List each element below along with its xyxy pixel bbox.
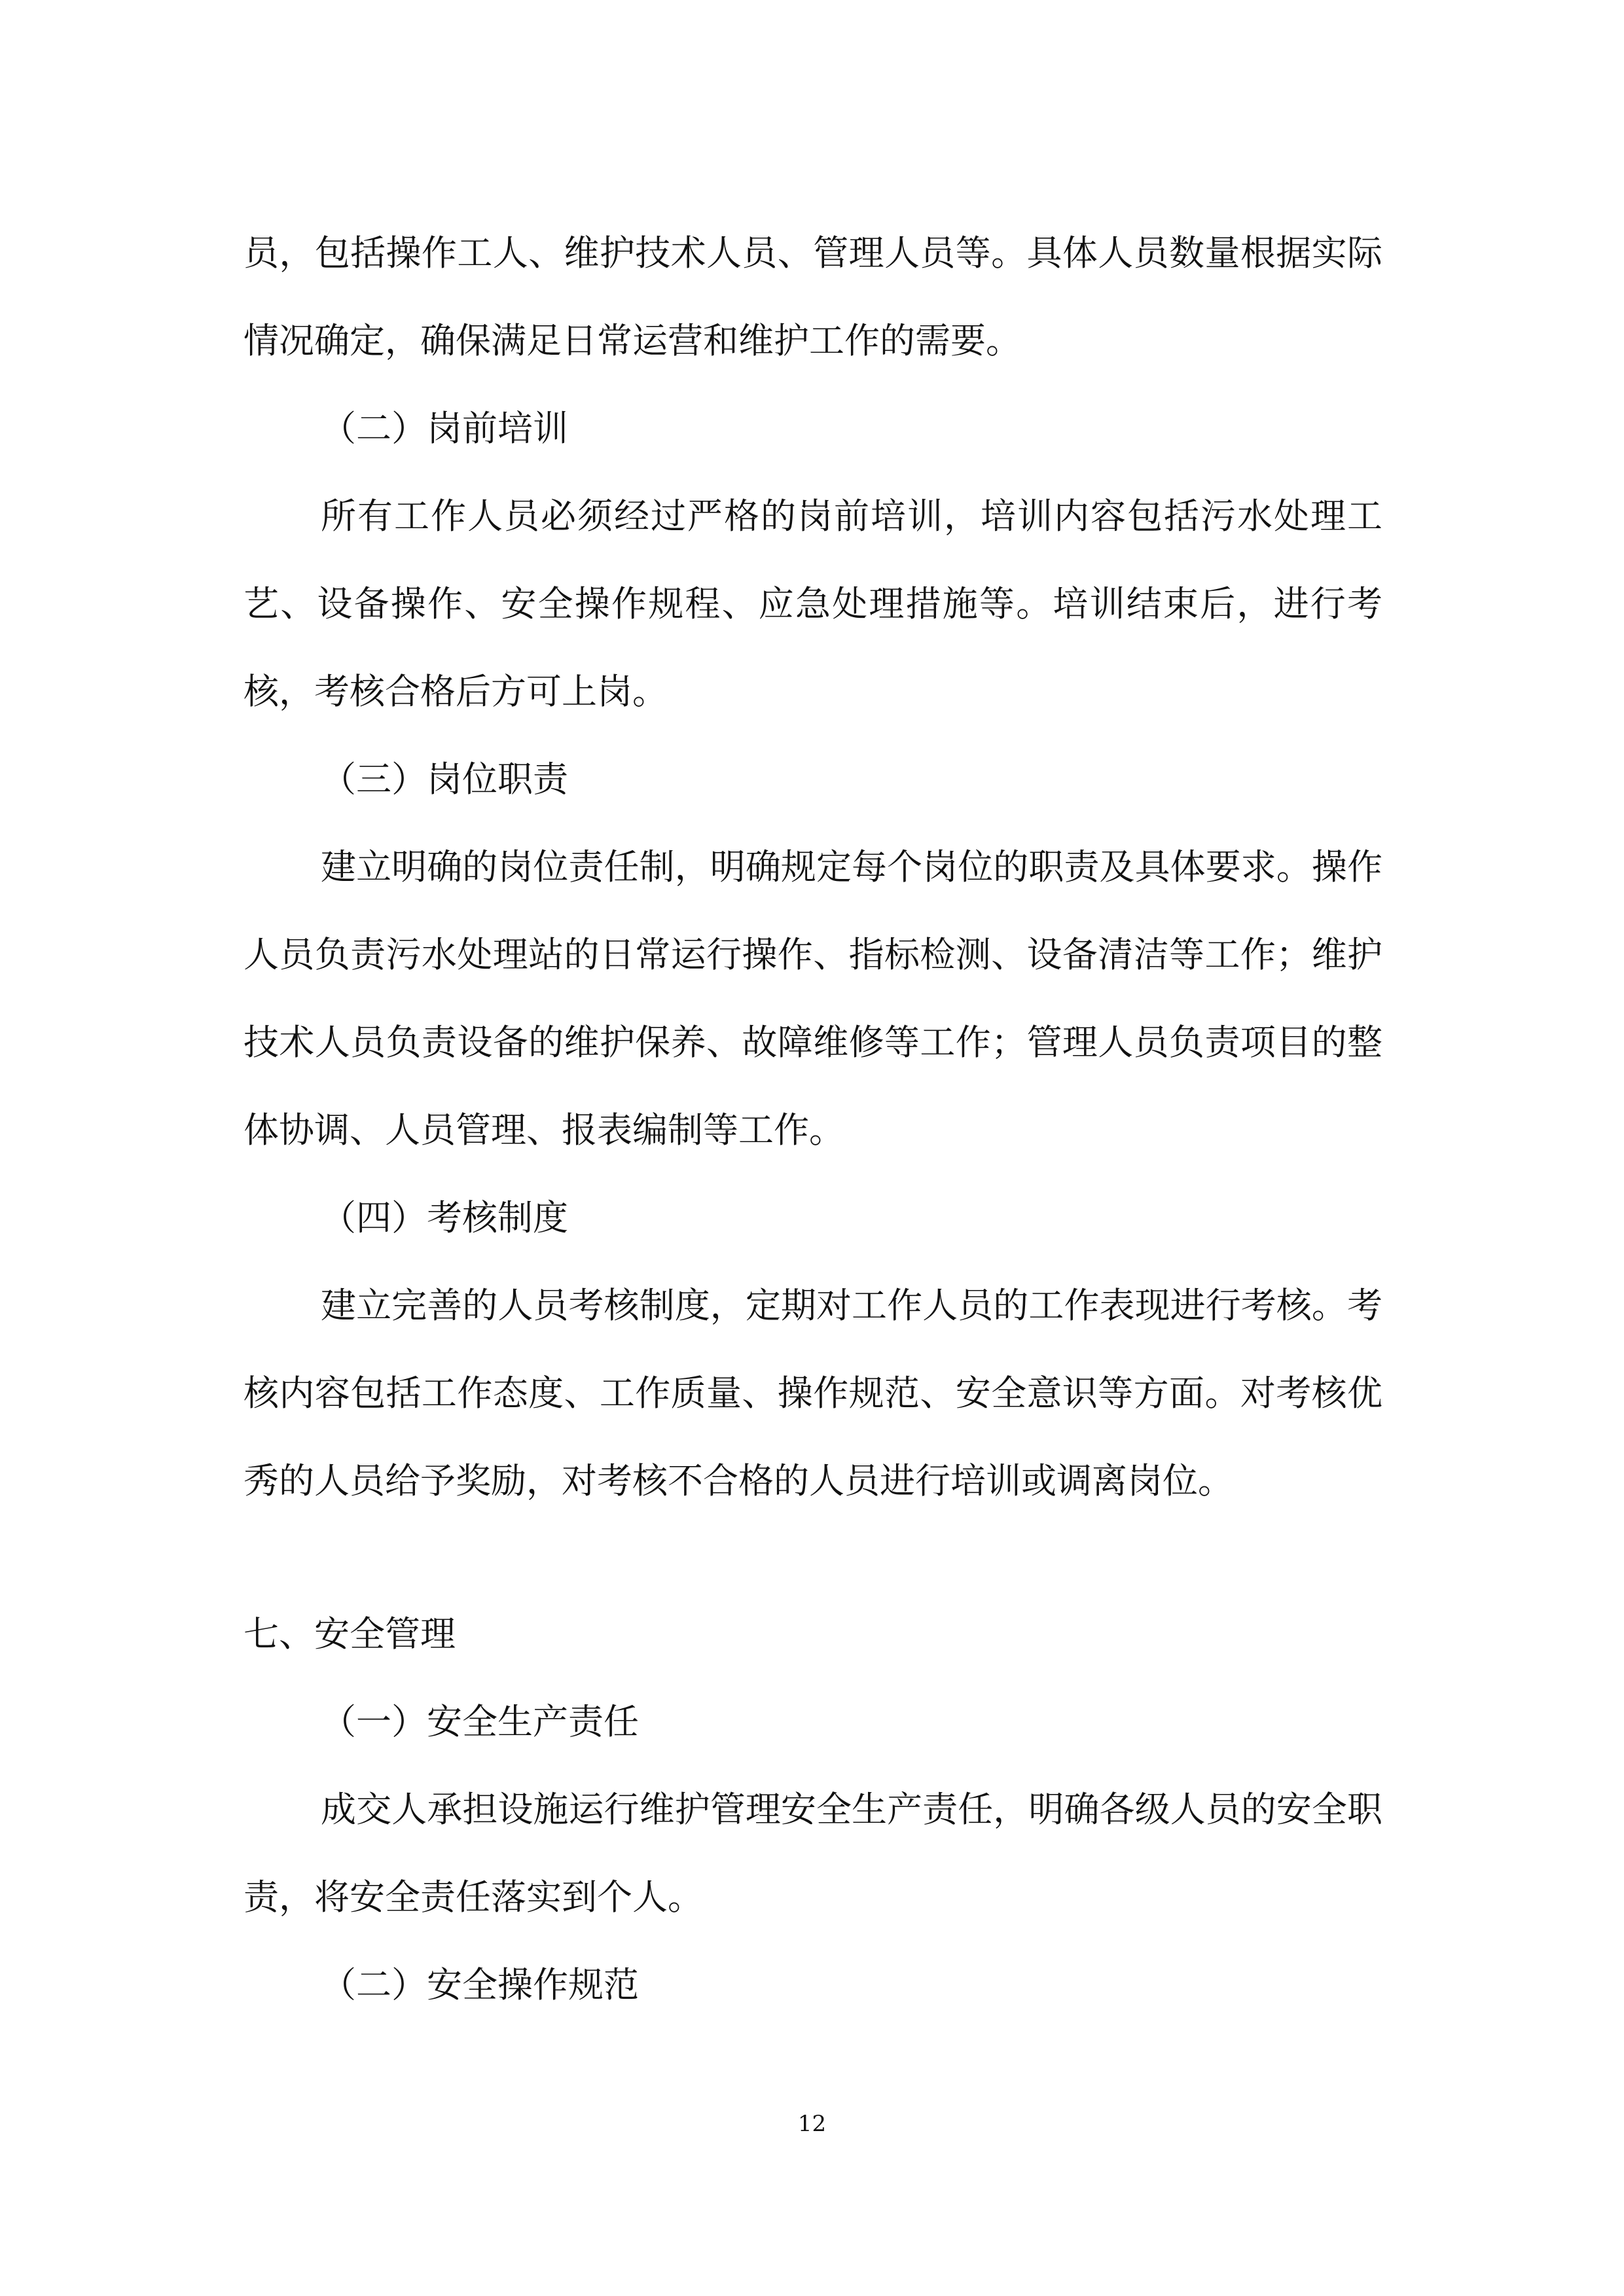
paragraph-safety-responsibility: 成交人承担设施运行维护管理安全生产责任，明确各级人员的安全职责，将安全责任落实到个人。: [244, 1789, 1382, 1918]
page-number: 12: [797, 2111, 827, 2137]
subheading-assessment-system: （四）考核制度: [321, 1197, 568, 1238]
subheading-safety-responsibility: （一）安全生产责任: [321, 1701, 639, 1742]
section-heading-safety-management: 七、安全管理: [244, 1613, 456, 1655]
subheading-safety-operation: （二）安全操作规范: [321, 1964, 639, 2005]
paragraph-job-duties: 建立明确的岗位责任制，明确规定每个岗位的职责及具体要求。操作人员负责污水处理站的日常运行操作、指标检测、设备清洁等工作；维护技术人员负责设备的维护保养、故障维修等工作；管理人员负责项目的整体协调、人员管理、报表编制等工作。: [244, 846, 1382, 1151]
paragraph-pre-job-training: 所有工作人员必须经过严格的岗前培训，培训内容包括污水处理工艺、设备操作、安全操作规程、应急处理措施等。培训结束后，进行考核，考核合格后方可上岗。: [244, 495, 1382, 712]
paragraph-assessment-system: 建立完善的人员考核制度，定期对工作人员的工作表现进行考核。考核内容包括工作态度、工作质量、操作规范、安全意识等方面。对考核优秀的人员给予奖励，对考核不合格的人员进行培训或调离岗位。: [244, 1285, 1382, 1501]
subheading-pre-job-training: （二）岗前培训: [321, 408, 568, 449]
page-content: [244, 209, 1382, 2029]
paragraph-staffing-continued: 员，包括操作工人、维护技术人员、管理人员等。具体人员数量根据实际情况确定，确保满足日常运营和维护工作的需要。: [244, 232, 1382, 361]
subheading-job-duties: （三）岗位职责: [321, 759, 568, 800]
